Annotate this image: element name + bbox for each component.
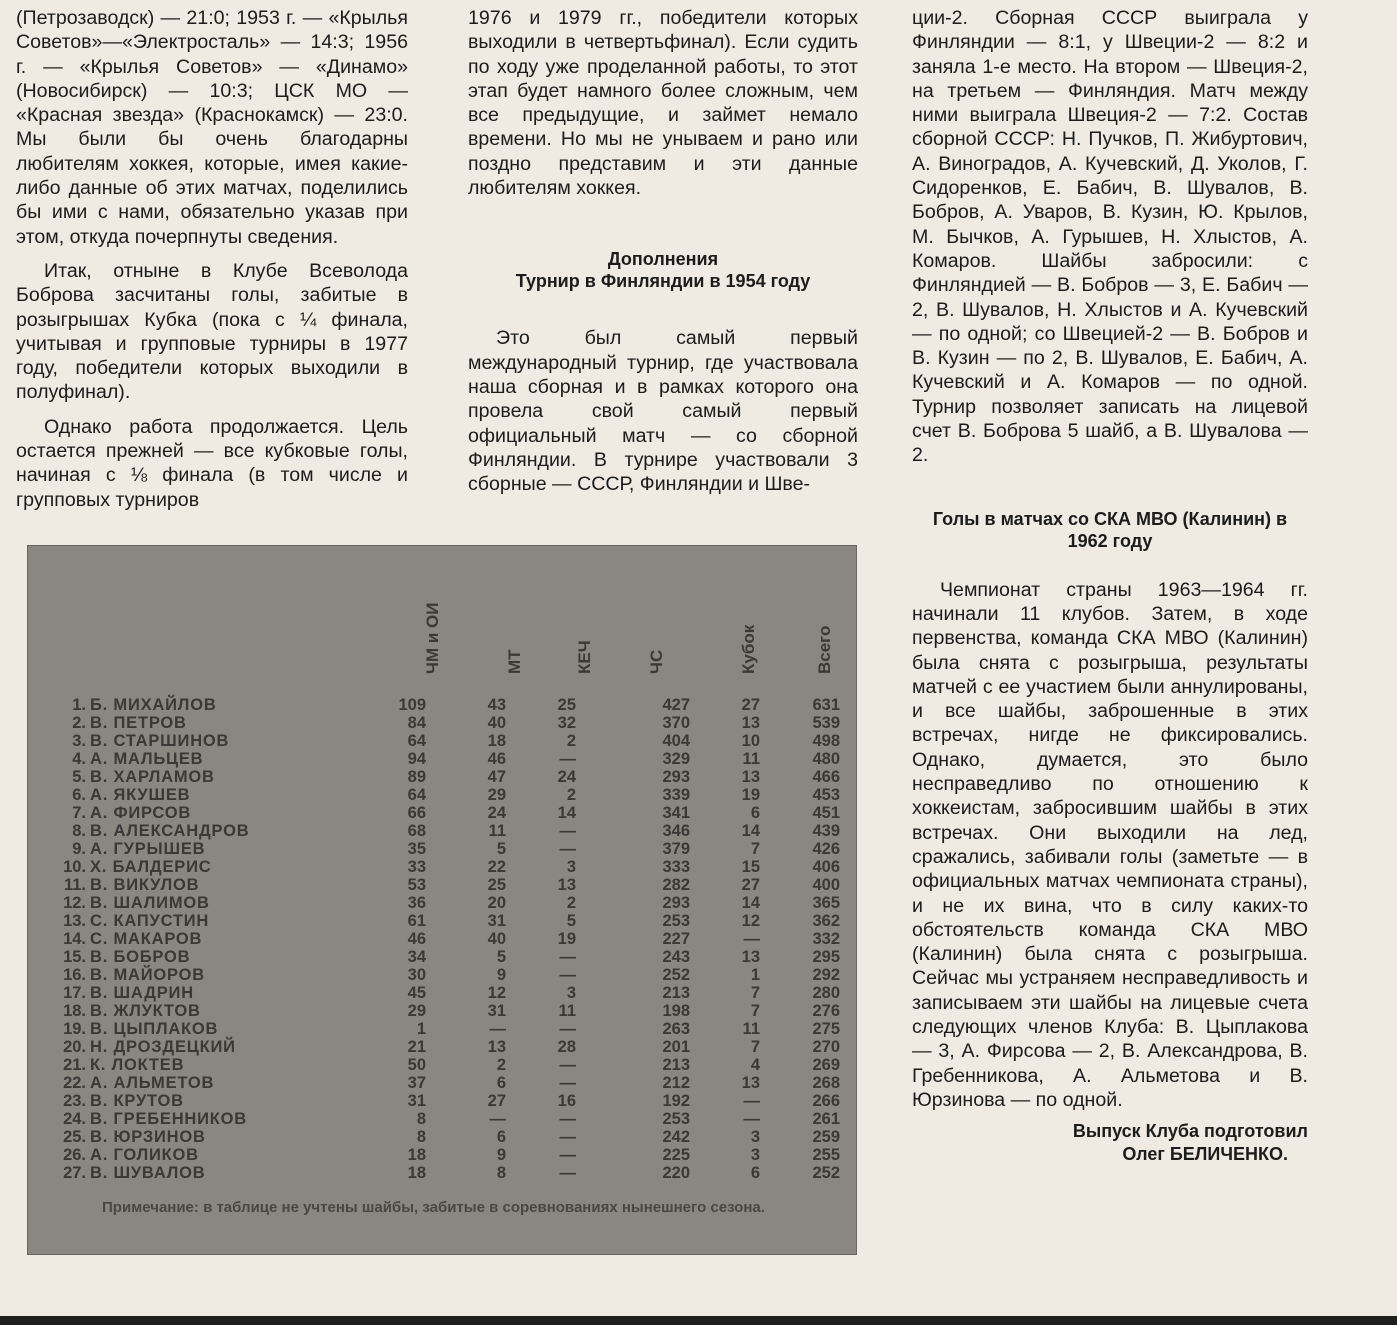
value-chm-oi: 18 [407,1146,426,1164]
value-chm-oi: 64 [407,786,426,804]
value-vsego: 365 [812,894,840,912]
value-chm-oi: 35 [407,840,426,858]
table-row [28,930,856,948]
header-kech: КЕЧ [575,640,594,674]
value-kech: — [559,1020,576,1038]
value-mt: 9 [496,1146,506,1164]
value-chm-oi: 53 [407,876,426,894]
col1-paragraph-1: (Петрозаводск) — 21:0; 1953 г. — «Крылья Советов»—«Электросталь» — 14:3; 1956 г. — «Крылья Советов» — «Динамо» (Новосибирск) — 10:3; ЦСК МО — «Красная звезда» (Краснокамск) — 23:0. Мы были бы очень благодарны любителям хоккея, которые, имея какие-либо данные об этих матчах, поделились бы ими с нами, обязательно указав при этом, откуда почерпнуты сведения. [16,7,408,248]
value-kubok: 6 [750,1164,760,1182]
value-kubok: 15 [741,858,760,876]
player-name: В. ПЕТРОВ [90,714,187,732]
value-kech: — [559,1146,576,1164]
value-chs: 370 [662,714,690,732]
value-mt: 22 [487,858,506,876]
value-chs: 379 [662,840,690,858]
value-kubok: — [743,1092,760,1110]
value-kubok: 13 [741,714,760,732]
value-kech: 11 [558,1002,576,1020]
value-vsego: 275 [812,1020,840,1038]
column-1 [16,6,408,512]
value-chm-oi: 1 [416,1020,426,1038]
value-kubok: 10 [741,732,760,750]
rank: 19. [63,1020,86,1038]
value-kech: 16 [557,1092,576,1110]
value-kubok: 3 [750,1128,760,1146]
value-chs: 192 [662,1092,690,1110]
value-kubok: 11 [742,750,760,768]
player-name: В. ШАЛИМОВ [90,894,210,912]
value-chs: 293 [662,894,690,912]
rank: 23. [63,1092,86,1110]
rank: 6. [72,786,86,804]
value-mt: 31 [487,1002,506,1020]
rank: 7. [72,804,86,822]
value-mt: — [489,1020,506,1038]
table-row [28,786,856,804]
value-kubok: 3 [750,1146,760,1164]
value-chs: 341 [662,804,690,822]
value-chs: 212 [662,1074,690,1092]
table-row [28,1110,856,1128]
value-vsego: 453 [812,786,840,804]
value-kubok: 27 [741,876,760,894]
header-kubok: Кубок [739,624,758,674]
value-kech: — [559,750,576,768]
value-mt: 47 [487,768,506,786]
value-kech: — [559,1074,576,1092]
value-kubok: 1 [750,966,760,984]
value-kubok: 13 [741,1074,760,1092]
value-mt: 5 [496,948,506,966]
value-kubok: 12 [741,912,760,930]
value-chm-oi: 21 [407,1038,426,1056]
bottom-rule [0,1316,1397,1325]
player-name: А. ГОЛИКОВ [90,1146,199,1164]
value-mt: 9 [496,966,506,984]
value-mt: 29 [487,786,506,804]
value-chm-oi: 37 [407,1074,426,1092]
signature [912,1120,1308,1166]
value-kubok: 14 [741,894,760,912]
col3-paragraph-1: ции-2. Сборная СССР выиграла у Финляндии — 8:1, у Швеции-2 — 8:2 и заняла 1-е место. На втором — Швеция-2, на третьем — Финляндия. Матч между ними выиграла Швеция-2 — 7:2. Состав сборной СССР: Н. Пучков, П. Жибуртович, А. Виноградов, А. Кучевский, Д. Уколов, Г. Сидоренков, Е. Бабич, В. Шувалов, В. Бобров, А. Уваров, В. Кузин, Ю. Крылов, М. Бычков, А. Гурышев, Н. Хлыстов, А. Комаров. Шайбы забросили: с Финляндией — В. Бобров — 3, Е. Бабич — 2, В. Шувалов, Н. Хлыстов и А. Кучевский — по одной; со Швецией-2 — В. Бобров и В. Кузин — по 2, В. Шувалов, Е. Бабич, А. Кучевский и А. Комаров — по одной. Турнир позволяет записать на лицевой счет В. Боброва 5 шайб, а В. Шувалова — 2. [912,7,1308,467]
table-row [28,966,856,984]
value-chs: 225 [662,1146,690,1164]
value-mt: 2 [496,1056,506,1074]
player-name: В. БОБРОВ [90,948,191,966]
value-chs: 201 [662,1038,690,1056]
value-kubok: 7 [750,1038,760,1056]
value-vsego: 280 [812,984,840,1002]
player-name: А. ГУРЫШЕВ [90,840,206,858]
table-row [28,858,856,876]
table-row [28,1074,856,1092]
value-mt: 13 [487,1038,506,1056]
value-chm-oi: 29 [407,1002,426,1020]
value-kech: — [559,1110,576,1128]
value-kech: 25 [557,696,576,714]
player-name: В. ЖЛУКТОВ [90,1002,201,1020]
value-vsego: 332 [812,930,840,948]
rank: 14. [63,930,86,948]
value-vsego: 252 [812,1164,840,1182]
value-kech: 28 [557,1038,576,1056]
col1-paragraph-3: Однако работа продолжается. Цель остается прежней — все кубковые голы, начиная с ⅛ финала (в том числе и групповых турниров [16,415,408,511]
table-row [28,750,856,768]
value-kech: 2 [566,732,576,750]
value-chs: 220 [662,1164,690,1182]
player-name: К. ЛОКТЕВ [90,1056,185,1074]
section-heading-ska-mvo: Голы в матчах со СКА МВО (Калинин) в 1962 году [932,508,1288,551]
value-chm-oi: 109 [398,696,426,714]
value-mt: 40 [487,714,506,732]
column-3 [912,6,1308,1166]
value-kech: — [559,966,576,984]
value-chm-oi: 84 [407,714,426,732]
value-vsego: 451 [812,804,840,822]
goals-table [27,545,857,1255]
value-vsego: 268 [812,1074,840,1092]
value-vsego: 269 [812,1056,840,1074]
value-vsego: 261 [812,1110,840,1128]
player-name: В. ВИКУЛОВ [90,876,200,894]
value-kubok: 7 [750,984,760,1002]
col3-paragraph-2: Чемпионат страны 1963—1964 гг. начинали 11 клубов. Затем, в ходе первенства, команда СКА МВО (Калинин) была снята с розыгрыша, результаты матчей с ее участием были аннулированы, и все шайбы, заброшенные в этих встречах, нигде не фиксировались. Однако, думается, это было несправедливо по отношению к хоккеистам, забросившим шайбы в этих встречах. Они выходили на лед, сражались, забивали голы (заметьте — в официальных матчах чемпионата страны), и не их вина, что в силу каких-то обстоятельств команда СКА МВО (Калинин) была снята с розыгрыша. Сейчас мы устраняем несправедливость и записываем эти шайбы на лицевые счета следующих членов Клуба: В. Цыплакова — 3, А. Фирсова — 2, В. Александрова, В. Гребенникова, А. Альметова и В. Юрзинова — по одной. [912,578,1308,1111]
value-mt: — [489,1110,506,1128]
value-chm-oi: 64 [407,732,426,750]
value-chs: 213 [662,1056,690,1074]
rank: 16. [63,966,86,984]
rank: 15. [63,948,86,966]
value-kech: 2 [566,894,576,912]
table-row [28,876,856,894]
table-row [28,822,856,840]
rank: 9. [72,840,86,858]
value-chs: 346 [662,822,690,840]
value-chs: 427 [662,696,690,714]
value-chs: 333 [662,858,690,876]
col2-paragraph-2: Это был самый первый международный турнир, где участвовала наша сборная и в рамках которого она провела свой самый первый официальный матч — со сборной Финляндии. В турнире участвовали 3 сборные — СССР, Финляндии и Шве- [468,327,858,496]
value-kubok: 19 [741,786,760,804]
value-chm-oi: 36 [407,894,426,912]
value-kubok: 13 [741,948,760,966]
header-mt: МТ [505,649,524,674]
value-kech: 5 [566,912,576,930]
col1-paragraph-2: Итак, отныне в Клубе Всеволода Боброва засчитаны голы, забитые в розыгрышах Кубка (пока с ¼ финала, учитывая и групповые турниры в 1977 году, победители которых выходили в полуфинал). [16,259,408,404]
header-chs: ЧС [647,649,666,674]
table-row [28,1020,856,1038]
table-row [28,1164,856,1182]
rank: 10. [63,858,86,876]
value-kubok: 11 [742,1020,760,1038]
section-heading-supplements [468,248,858,292]
table-row [28,696,856,714]
value-chm-oi: 30 [407,966,426,984]
value-vsego: 362 [812,912,840,930]
value-mt: 12 [487,984,506,1002]
value-vsego: 406 [812,858,840,876]
table-row [28,1128,856,1146]
value-chm-oi: 61 [407,912,426,930]
value-chs: 242 [662,1128,690,1146]
rank: 25. [63,1128,86,1146]
value-vsego: 259 [812,1128,840,1146]
player-name: В. ХАРЛАМОВ [90,768,215,786]
table-row [28,984,856,1002]
player-name: В. ЮРЗИНОВ [90,1128,206,1146]
value-kubok: — [743,1110,760,1128]
value-chm-oi: 68 [407,822,426,840]
value-chs: 329 [662,750,690,768]
value-mt: 6 [496,1074,506,1092]
value-vsego: 498 [812,732,840,750]
table-row [28,948,856,966]
value-mt: 20 [487,894,506,912]
rank: 8. [72,822,86,840]
value-kubok: 7 [750,1002,760,1020]
player-name: Х. БАЛДЕРИС [90,858,212,876]
value-chm-oi: 31 [407,1092,426,1110]
player-name: В. ШУВАЛОВ [90,1164,206,1182]
table-row [28,768,856,786]
value-vsego: 266 [812,1092,840,1110]
value-chm-oi: 8 [416,1110,426,1128]
value-chm-oi: 94 [407,750,426,768]
table-row [28,1038,856,1056]
value-mt: 46 [487,750,506,768]
rank: 3. [72,732,86,750]
player-name: В. СТАРШИНОВ [90,732,230,750]
rank: 20. [63,1038,86,1056]
value-vsego: 426 [812,840,840,858]
rank: 2. [72,714,86,732]
value-chs: 253 [662,1110,690,1128]
rank: 5. [72,768,86,786]
value-chm-oi: 33 [407,858,426,876]
value-vsego: 276 [812,1002,840,1020]
table-row [28,1146,856,1164]
heading-line-1: Дополнения [607,249,719,270]
value-vsego: 270 [812,1038,840,1056]
value-chs: 293 [662,768,690,786]
rank: 18. [63,1002,86,1020]
value-mt: 6 [496,1128,506,1146]
table-row [28,840,856,858]
value-chm-oi: 46 [407,930,426,948]
value-kech: — [559,1056,576,1074]
signature-author: Олег БЕЛИЧЕНКО. [1122,1144,1288,1165]
signature-line-1: Выпуск Клуба подготовил [1072,1121,1308,1142]
value-kubok: 6 [750,804,760,822]
value-kech: 3 [566,858,576,876]
rank: 26. [63,1146,86,1164]
table-row [28,714,856,732]
value-kubok: 14 [741,822,760,840]
player-name: Н. ДРОЗДЕЦКИЙ [90,1038,236,1056]
value-kubok: 13 [741,768,760,786]
value-kech: — [559,1128,576,1146]
value-kech: — [559,948,576,966]
value-chs: 198 [662,1002,690,1020]
value-vsego: 295 [812,948,840,966]
value-chs: 243 [662,948,690,966]
value-mt: 24 [487,804,506,822]
player-name: В. КРУТОВ [90,1092,184,1110]
player-name: А. ФИРСОВ [90,804,192,822]
value-chs: 252 [662,966,690,984]
value-kech: 3 [566,984,576,1002]
value-chs: 339 [662,786,690,804]
heading-line-2: Турнир в Финляндии в 1954 году [515,271,811,292]
value-kech: — [559,822,576,840]
value-chm-oi: 50 [407,1056,426,1074]
player-name: В. АЛЕКСАНДРОВ [90,822,250,840]
rank: 4. [72,750,86,768]
value-chs: 253 [662,912,690,930]
player-name: А. АЛЬМЕТОВ [90,1074,215,1092]
value-chs: 404 [662,732,690,750]
value-kech: 14 [557,804,576,822]
value-vsego: 400 [812,876,840,894]
value-kech: 24 [557,768,576,786]
value-chm-oi: 89 [407,768,426,786]
value-kech: — [559,840,576,858]
value-mt: 18 [487,732,506,750]
value-kubok: — [743,930,760,948]
value-mt: 8 [496,1164,506,1182]
rank: 22. [63,1074,86,1092]
value-mt: 11 [488,822,506,840]
value-mt: 31 [487,912,506,930]
value-chm-oi: 8 [416,1128,426,1146]
rank: 11. [63,876,86,894]
value-vsego: 439 [812,822,840,840]
player-name: В. ЦЫПЛАКОВ [90,1020,219,1038]
rank: 1. [72,696,86,714]
value-kech: — [559,1164,576,1182]
value-mt: 25 [487,876,506,894]
value-kech: 19 [557,930,576,948]
rank: 21. [63,1056,86,1074]
table-row [28,1092,856,1110]
value-kubok: 7 [750,840,760,858]
value-chm-oi: 18 [407,1164,426,1182]
value-chm-oi: 66 [407,804,426,822]
value-chm-oi: 45 [407,984,426,1002]
value-chm-oi: 34 [407,948,426,966]
table-row [28,912,856,930]
player-name: Б. МИХАЙЛОВ [90,696,217,714]
value-chs: 263 [662,1020,690,1038]
player-name: В. ГРЕБЕННИКОВ [90,1110,248,1128]
player-name: А. ЯКУШЕВ [90,786,191,804]
value-vsego: 255 [812,1146,840,1164]
col2-paragraph-1: 1976 и 1979 гг., победители которых выходили в четвертьфинал). Если судить по ходу уже проделанной работы, то этот этап будет намного более сложным, чем все предыдущие, и займет немало времени. Но мы не унываем и рано или поздно представим и эти данные любителям хоккея. [468,7,858,200]
player-name: В. ШАДРИН [90,984,194,1002]
table-note: Примечание: в таблице не учтены шайбы, забитые в соревнованиях нынешнего сезона. [102,1199,765,1216]
column-2 [468,6,858,496]
value-vsego: 631 [812,696,840,714]
value-vsego: 466 [812,768,840,786]
value-mt: 5 [496,840,506,858]
value-vsego: 480 [812,750,840,768]
value-kubok: 4 [750,1056,760,1074]
table-row [28,1056,856,1074]
rank: 12. [63,894,86,912]
header-vsego: Всего [815,625,834,674]
value-kech: 2 [566,786,576,804]
rank: 13. [63,912,86,930]
value-chs: 213 [662,984,690,1002]
table-row [28,1002,856,1020]
table-row [28,804,856,822]
player-name: А. МАЛЬЦЕВ [90,750,204,768]
value-mt: 43 [487,696,506,714]
value-mt: 27 [487,1092,506,1110]
rank: 24. [63,1110,86,1128]
header-chm-oi: ЧМ и ОИ [423,602,442,674]
table-row [28,732,856,750]
value-chs: 282 [662,876,690,894]
player-name: С. МАКАРОВ [90,930,203,948]
player-name: С. КАПУСТИН [90,912,210,930]
value-mt: 40 [487,930,506,948]
rank: 27. [63,1164,86,1182]
table-row [28,894,856,912]
value-kubok: 27 [741,696,760,714]
value-kech: 32 [557,714,576,732]
value-kech: 13 [557,876,576,894]
value-vsego: 539 [812,714,840,732]
rank: 17. [63,984,86,1002]
value-chs: 227 [662,930,690,948]
value-vsego: 292 [812,966,840,984]
player-name: В. МАЙОРОВ [90,966,205,984]
